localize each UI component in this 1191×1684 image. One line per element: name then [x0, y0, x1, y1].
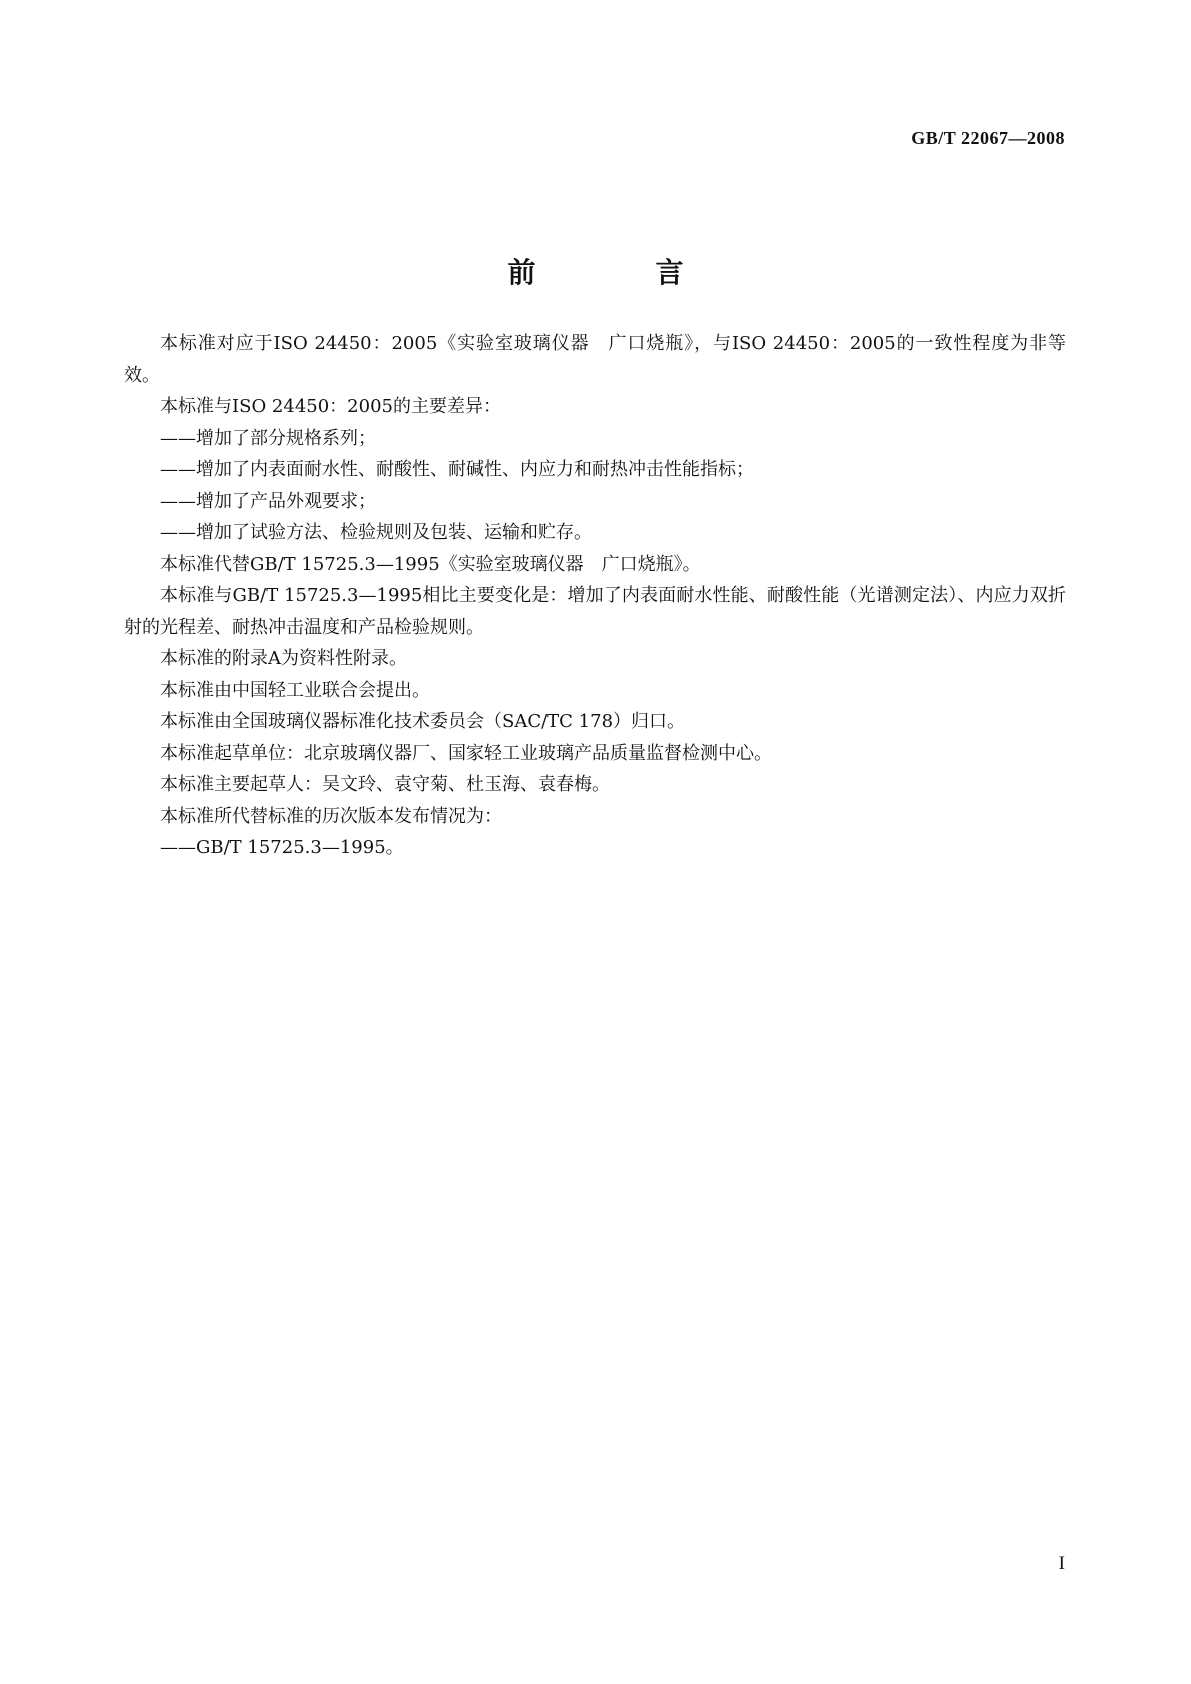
- paragraph-changes: 本标准与GB/T 15725.3—1995相比主要变化是：增加了内表面耐水性能、耐酸性能（光谱测定法）、内应力双折射的光程差、耐热冲击温度和产品检验规则。: [124, 585, 1066, 638]
- list-item: ——GB/T 15725.3—1995。: [160, 837, 404, 858]
- paragraph-centralized-by: 本标准由全国玻璃仪器标准化技术委员会（SAC/TC 178）归口。: [160, 711, 686, 732]
- paragraph-history-intro: 本标准所代替标准的历次版本发布情况为：: [160, 805, 502, 827]
- paragraph-proposed-by: 本标准由中国轻工业联合会提出。: [160, 679, 430, 701]
- paragraph-replaces: 本标准代替GB/T 15725.3—1995《实验室玻璃仪器 广口烧瓶》。: [160, 553, 701, 575]
- list-item: ——增加了部分规格系列；: [160, 427, 376, 449]
- page-number: I: [1058, 1553, 1065, 1574]
- page-title: 前 言: [507, 255, 730, 289]
- list-item: ——增加了内表面耐水性、耐酸性、耐碱性、内应力和耐热冲击性能指标；: [160, 459, 754, 480]
- paragraph-drafters: 本标准主要起草人：吴文玲、袁守菊、杜玉海、袁春梅。: [160, 774, 610, 795]
- paragraph-appendix: 本标准的附录A为资料性附录。: [160, 648, 407, 669]
- paragraph-correspondence: 本标准对应于ISO 24450：2005《实验室玻璃仪器 广口烧瓶》，与ISO 24450：2005的一致性程度为非等效。: [124, 333, 1066, 386]
- list-item: ——增加了试验方法、检验规则及包装、运输和贮存。: [160, 522, 592, 543]
- paragraph-differences-intro: 本标准与ISO 24450：2005的主要差异：: [160, 396, 501, 417]
- standard-code: GB/T 22067—2008: [911, 128, 1065, 148]
- list-item: ——增加了产品外观要求；: [160, 490, 376, 512]
- paragraph-drafting-units: 本标准起草单位：北京玻璃仪器厂、国家轻工业玻璃产品质量监督检测中心。: [160, 742, 772, 764]
- preface-body: [124, 328, 1066, 864]
